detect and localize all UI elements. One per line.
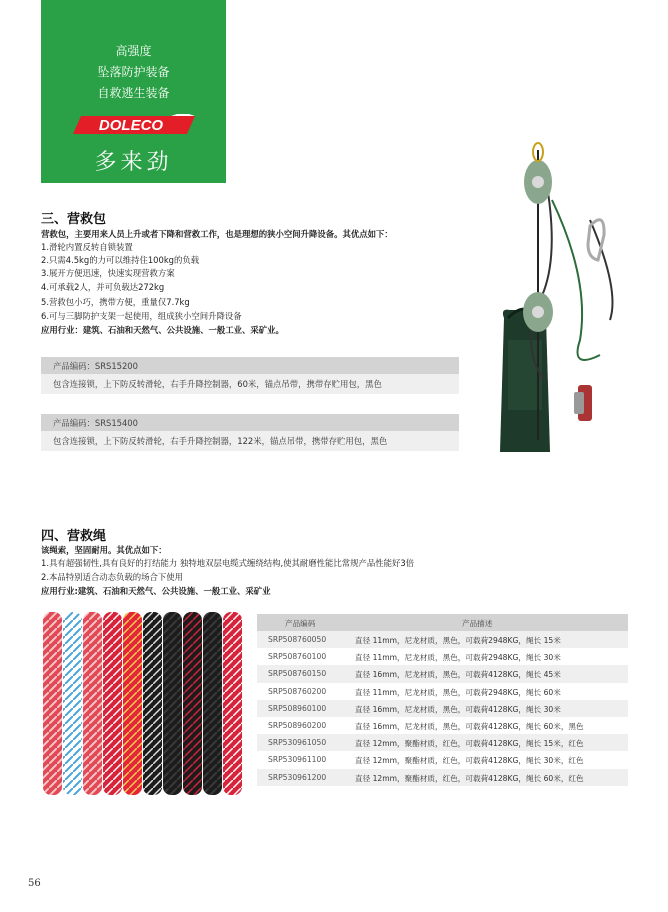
page-number: 56 [28,878,41,889]
section3-point: 2.只需4.5kg的力可以维持住100kg的负载 [41,255,200,265]
cell-desc: 直径 11mm，尼龙材质，黑色，可载荷2948KG，绳长 30米 [355,653,561,663]
banner-line-1: 高强度 [115,44,152,58]
section4-point: 2.本品特别适合动态负载的场合下使用 [41,572,183,582]
table-row [257,665,628,682]
section4-point: 1.具有超强韧性,具有良好的打结能力 独特地双层电缆式缠绕结构,使其耐磨性能比常规产品性能好3倍 [41,558,415,568]
table-row [257,700,628,717]
header-desc: 产品描述 [462,619,493,628]
table-row [257,734,628,751]
cell-desc: 直径 12mm，聚酯材质，红色，可载荷4128KG，绳长 15米，红色 [355,739,584,749]
rope-product-table [257,614,628,786]
banner-line-3: 自救逃生装备 [97,86,170,100]
table-row [257,648,628,665]
rescue-kit-image [470,140,628,455]
cell-desc: 直径 16mm，尼龙材质，黑色，可载荷4128KG，绳长 45米 [355,670,561,680]
section3-point: 5.营救包小巧，携带方便，重量仅7.7kg [41,297,190,307]
product-code: 产品编码：SRS15400 [53,418,138,428]
product-desc: 包含连接锁，上下防反转滑轮，右手升降控制器，60米，锚点吊带，携带存贮用包，黑色 [53,379,382,389]
svg-text:DOLECO: DOLECO [98,117,164,134]
cell-code: SRP508960200 [268,720,327,730]
section3-point: 3.展开方便迅速，快速实现营救方案 [41,268,175,278]
section3-intro: 营救包，主要用来人员上升或者下降和营救工作，也是理想的狭小空间升降设备。其优点如下： [41,229,393,239]
product-code: 产品编码：SRS15200 [53,361,138,371]
cell-code: SRP530961050 [268,738,327,748]
cell-desc: 直径 12mm，聚酯材质，红色，可载荷4128KG，绳长 60米，红色 [355,773,584,783]
brand-banner [41,0,226,183]
product-code-bar [41,414,459,431]
cell-code: SRP508760150 [268,669,327,679]
section3-title: 三、营救包 [41,212,107,227]
table-row [257,631,628,648]
cell-code: SRP508760050 [268,635,327,644]
cell-code: SRP508760200 [268,686,327,696]
product-desc-row [41,374,459,394]
table-row [257,751,628,768]
cell-code: SRP508760100 [268,652,327,662]
doleco-logo [73,114,195,136]
section4-intro: 该绳索，坚固耐用。其优点如下： [41,545,167,555]
section4-title: 四、营救绳 [41,529,107,544]
section4-industry: 应用行业:建筑、石油和天然气、公共设施、一般工业、采矿业 [41,586,271,596]
section3-point: 6.可与三脚防护支架一起使用，组成狭小空间升降设备 [41,311,242,321]
cell-code: SRP530961100 [268,755,327,765]
cell-code: SRP530961200 [268,772,327,782]
cell-desc: 直径 11mm，尼龙材质，黑色，可载荷2948KG，绳长 60米 [355,687,561,697]
cell-desc: 直径 11mm，尼龙材质，黑色，可载荷2948KG，绳长 15米 [355,636,561,645]
product-code-bar [41,357,459,374]
cell-desc: 直径 16mm，尼龙材质，黑色，可载荷4128KG，绳长 30米 [355,704,561,714]
table-row [257,769,628,786]
header-code: 产品编码 [285,619,316,628]
banner-line-2: 坠落防护装备 [97,65,170,79]
section3-industry: 应用行业：建筑、石油和天然气、公共设施、一般工业、采矿业。 [41,325,284,335]
section3-point: 4.可承载2人，并可负载达272kg [41,282,165,292]
table-header [257,614,628,631]
cell-code: SRP508960100 [268,703,327,713]
product-desc-row [41,431,459,451]
rope-samples-image [41,612,253,795]
table-row [257,683,628,700]
cell-desc: 直径 12mm，聚酯材质，红色，可载荷4128KG，绳长 30米，红色 [355,756,584,766]
table-row [257,717,628,734]
section3-point: 1.滑轮内置反转自锁装置 [41,242,133,252]
product-desc: 包含连接锁，上下防反转滑轮，右手升降控制器，122米，锚点吊带，携带存贮用包，黑色 [53,436,388,446]
brand-chinese-name: 多来劲 [94,150,173,175]
cell-desc: 直径 16mm，尼龙材质，黑色，可载荷4128KG，绳长 60米，黑色 [355,721,584,731]
